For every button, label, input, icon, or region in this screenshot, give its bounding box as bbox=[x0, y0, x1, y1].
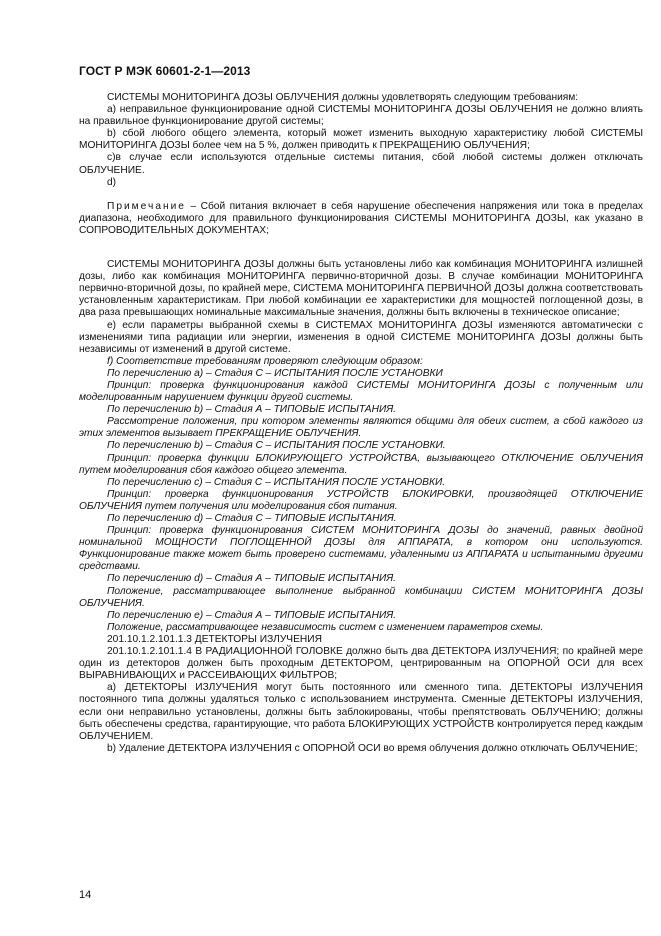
paragraph: c)в случае если используются отдельные системы питания, сбой любой системы должен отключать ОБЛУЧЕНИЕ. bbox=[79, 152, 643, 176]
paragraph: Принцип: проверка функционирования каждой СИСТЕМЫ МОНИТОРИНГА ДОЗЫ с полученным или моделированным нарушением функции другой системы. bbox=[79, 379, 643, 404]
paragraph: По перечислению b) – Стадия А – ТИПОВЫЕ ИСПЫТАНИЯ. bbox=[107, 404, 397, 416]
paragraph: b) сбой любого общего элемента, который может изменить выходную характеристику любой СИСТЕМЫ МОНИТОРИНГА ДОЗЫ более чем на 5 %, должен приводить к ПРЕКРАЩЕНИЮ ОБЛУЧЕНИЯ; bbox=[79, 128, 643, 152]
paragraph: Рассмотрение положения, при котором элементы являются общими для обеих систем, а сбой каждого из этих элементов вызывает ПРЕКРАЩЕНИЕ ОБЛУЧЕНИЯ. bbox=[79, 416, 643, 440]
paragraph: Принцип: проверка функции БЛОКИРУЮЩЕГО УСТРОЙСТВА, вызывающего ОТКЛЮЧЕНИЕ ОБЛУЧЕНИЯ путем моделирования сбоя каждого общего элемента. bbox=[79, 452, 643, 476]
paragraph: 201.10.1.2.101.1.3 ДЕТЕКТОРЫ ИЗЛУЧЕНИЯ bbox=[107, 633, 322, 645]
paragraph: Принцип: проверка функционирования СИСТЕМ МОНИТОРИНГА ДОЗЫ до значений, равных двойной номинальной МОЩНОСТИ ПОГЛОЩЕННОЙ ДОЗЫ для АППАРАТА, в котором они используются. Функционирование также может быть проверено системами, удаленными из АППАРАТА и испытанными другими средствами. bbox=[79, 525, 643, 573]
paragraph: По перечислению d) – Стадия А – ТИПОВЫЕ ИСПЫТАНИЯ. bbox=[107, 573, 397, 585]
document-header: ГОСТ Р МЭК 60601-2-1—2013 bbox=[79, 64, 251, 78]
document-body bbox=[79, 92, 643, 755]
paragraph: 201.10.1.2.101.1.4 В РАДИАЦИОННОЙ ГОЛОВКЕ должно быть два ДЕТЕКТОРА ИЗЛУЧЕНИЯ; по крайней мере один из детекторов должен быть проходным ДЕТЕКТОРОМ, центрированным на ОПОРНОЙ ОСИ для всех ВЫРАВНИВАЮЩИХ и РАССЕИВАЮЩИХ ФИЛЬТРОВ; bbox=[79, 646, 643, 682]
paragraph: a) неправильное функционирование одной СИСТЕМЫ МОНИТОРИНГА ДОЗЫ ОБЛУЧЕНИЯ не должно влиять на правильное функционирование другой системы; bbox=[79, 104, 643, 128]
note-text: – Сбой питания включает в себя нарушение обеспечения напряжения или тока в пределах диапазона, необходимого для правильного функционирования СИСТЕМЫ МОНИТОРИНГА ДОЗЫ, как указано в СОПРОВОДИТЕЛЬНЫХ ДОКУМЕНТАХ; bbox=[79, 200, 643, 236]
paragraph: Принцип: проверка функционирования УСТРОЙСТВ БЛОКИРОВКИ, производящей ОТКЛЮЧЕНИЕ ОБЛУЧЕНИЯ путем получения или моделирования сбоя питания. bbox=[79, 488, 643, 512]
note-paragraph bbox=[79, 201, 643, 237]
paragraph: По перечислению b) – Стадия С – ИСПЫТАНИЯ ПОСЛЕ УСТАНОВКИ. bbox=[107, 440, 446, 452]
paragraph: По перечислению а) – Стадия С – ИСПЫТАНИЯ ПОСЛЕ УСТАНОВКИ bbox=[107, 367, 443, 379]
paragraph: e) если параметры выбранной схемы в СИСТЕМАХ МОНИТОРИНГА ДОЗЫ изменяются автоматически с изменениями типа радиации или энергии, изменения в одной СИСТЕМЕ МОНИТОРИНГА ДОЗЫ должны быть независимы от изменений в другой системе. bbox=[79, 319, 643, 355]
paragraph: b) Удаление ДЕТЕКТОРА ИЗЛУЧЕНИЯ с ОПОРНОЙ ОСИ во время облучения должно отключать ОБЛУЧЕНИЕ; bbox=[107, 742, 638, 754]
paragraph: СИСТЕМЫ МОНИТОРИНГА ДОЗЫ должны быть установлены либо как комбинация МОНИТОРИНГА излишней дозы, либо как комбинация МОНИТОРИНГА первично-вторичной дозы. В случае комбинации МОНИТОРИНГА первично-вторичной дозы, по крайней мере, СИСТЕМА МОНИТОРИНГА ПЕРВИЧНОЙ ДОЗЫ должна соответствовать установленным характеристикам. При любой комбинации ее характеристики для мощностей поглощенной дозы, в два раза превышающих номинальные максимальные значения, должны быть включены в техническое описание; bbox=[79, 259, 643, 319]
page-number: 14 bbox=[79, 889, 92, 901]
note-lead: Примечание bbox=[107, 200, 186, 212]
paragraph: По перечислению d) – Стадия С – ТИПОВЫЕ ИСПЫТАНИЯ. bbox=[107, 513, 397, 524]
paragraph: По перечислению с) – Стадия С – ИСПЫТАНИЯ ПОСЛЕ УСТАНОВКИ. bbox=[107, 476, 446, 488]
paragraph: Положение, рассматривающее выполнение выбранной комбинации СИСТЕМ МОНИТОРИНГА ДОЗЫ ОБЛУЧЕНИЯ. bbox=[79, 585, 643, 609]
paragraph: СИСТЕМЫ МОНИТОРИНГА ДОЗЫ ОБЛУЧЕНИЯ должны удовлетворять следующим требованиям: bbox=[107, 92, 579, 103]
paragraph: d) bbox=[107, 176, 117, 188]
paragraph: f) Соответствие требованиям проверяют следующим образом: bbox=[107, 355, 423, 367]
paragraph: По перечислению е) – Стадия А – ТИПОВЫЕ ИСПЫТАНИЯ. bbox=[107, 609, 397, 621]
paragraph: Положение, рассматривающее независимость систем с изменением параметров схемы. bbox=[107, 621, 544, 633]
paragraph: a) ДЕТЕКТОРЫ ИЗЛУЧЕНИЯ могут быть постоянного или сменного типа. ДЕТЕКТОРЫ ИЗЛУЧЕНИЯ постоянного типа должны удаляться только с использованием инструмента. Сменные ДЕТЕКТОРЫ ИЗЛУЧЕНИЯ, если они неправильно установлены, должны быть заблокированы, чтобы препятствовать ОБЛУЧЕНИЮ; должны быть обеспечены средства, гарантирующие, что работа БЛОКИРУЮЩИХ УСТРОЙСТВ контролируется перед каждым ОБЛУЧЕНИЕМ. bbox=[79, 682, 643, 742]
